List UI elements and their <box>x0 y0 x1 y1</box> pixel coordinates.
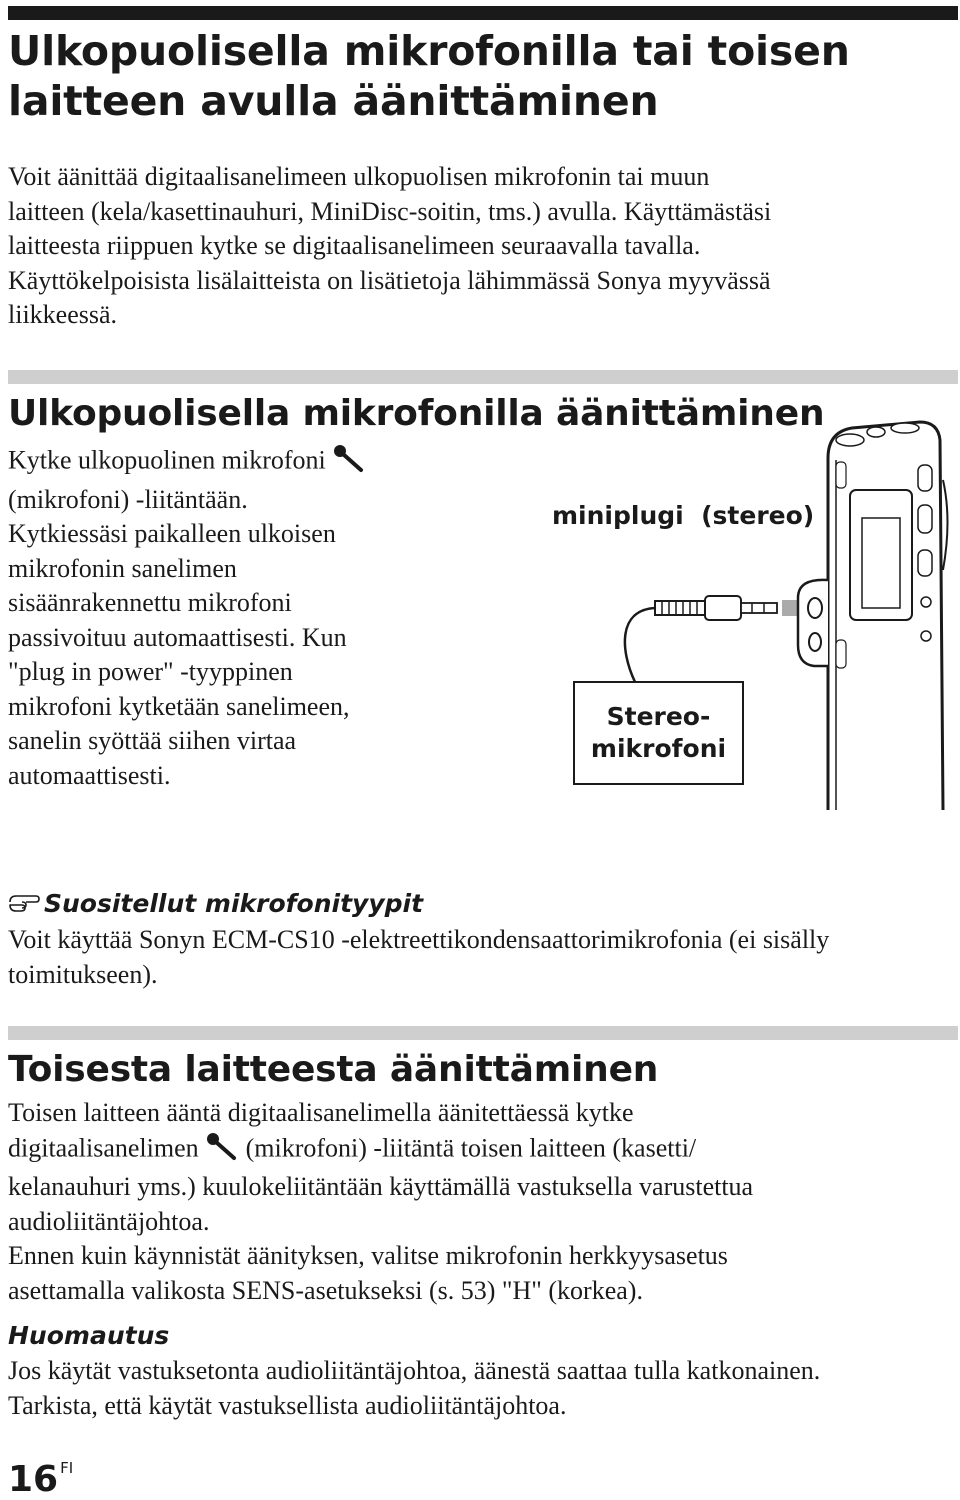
intro-line: laitteen (kela/kasettinauhuri, MiniDisc-soitin, tms.) avulla. Käyttämästäsi <box>8 196 772 226</box>
cable <box>625 608 655 682</box>
pointing-hand-icon <box>8 888 44 920</box>
body-line: passivoituu automaattisesti. Kun <box>8 622 347 652</box>
body-line: Kytkiessäsi paikalleen ulkoisen <box>8 519 336 548</box>
mic-label-line2: mikrofoni <box>590 734 727 763</box>
microphone-icon <box>205 1131 239 1171</box>
stereo-microphone-box <box>573 681 744 785</box>
page-title <box>8 26 958 126</box>
intro-line: liikkeessä. <box>8 300 118 329</box>
intro-line: Voit äänittää digitaalisanelimeen ulkopuolisen mikrofonin tai muun <box>8 162 710 191</box>
body-line: sisäänrakennettu mikrofoni <box>8 588 292 617</box>
external-mic-paragraph <box>8 443 488 793</box>
body-line: digitaalisanelimen <box>8 1133 199 1163</box>
mic-jack <box>808 598 822 618</box>
other-device-paragraph <box>8 1096 953 1308</box>
body-line: Voit käyttää Sonyn ECM-CS10 -elektreettikondensaattorimikrofonia (ei sisälly <box>8 925 830 954</box>
page-title-line2: laitteen avulla äänittäminen <box>8 77 659 125</box>
body-line: "plug in power" -tyyppinen <box>8 657 293 686</box>
recommended-title <box>8 888 423 920</box>
recommended-paragraph <box>8 923 953 992</box>
page-number <box>8 1448 73 1500</box>
top-rule <box>8 6 958 20</box>
intro-line: laitteesta riippuen kytke se digitaalisanelimeen seuraavalla tavalla. <box>8 231 701 260</box>
section-title-external-mic: Ulkopuolisella mikrofonilla äänittäminen <box>8 393 825 434</box>
body-line: Ennen kuin käynnistät äänityksen, valitse mikrofonin herkkyysasetus <box>8 1241 728 1270</box>
mic-jack-housing <box>798 580 828 666</box>
section-title-other-device: Toisesta laitteesta äänittäminen <box>8 1049 659 1090</box>
body-line: audioliitäntäjohtoa. <box>8 1206 210 1236</box>
recommended-title-text: Suositellut mikrofonityypit <box>44 889 424 918</box>
mic-grille <box>836 434 864 446</box>
intro-paragraph <box>8 160 953 333</box>
note-paragraph <box>8 1354 953 1423</box>
body-line: (mikrofoni) -liitäntä toisen laitteen (kasetti/ <box>245 1133 697 1163</box>
page-number-value: 16 <box>8 1459 59 1500</box>
body-line: Kytke ulkopuolinen mikrofoni <box>8 445 326 475</box>
body-line: Toisen laitteen ääntä digitaalisanelimella äänitettäessä kytke <box>8 1098 634 1127</box>
plug-pin <box>741 603 777 613</box>
body-line: automaattisesti. <box>8 760 171 790</box>
language-code: FI <box>60 1459 74 1477</box>
body-line: sanelin syöttää siihen virtaa <box>8 726 297 755</box>
body-line: mikrofonin sanelimen <box>8 553 237 583</box>
plug-body <box>705 596 741 620</box>
mic-label-line1: Stereo- <box>606 702 711 731</box>
body-line: mikrofoni kytketään sanelimeen, <box>8 691 350 721</box>
body-line: Tarkista, että käytät vastuksellista audioliitäntäjohtoa. <box>8 1390 567 1420</box>
body-line: toimitukseen). <box>8 959 158 989</box>
note-title: Huomautus <box>8 1321 170 1350</box>
page-title-line1: Ulkopuolisella mikrofonilla tai toisen <box>8 27 850 75</box>
miniplug-label: miniplugi (stereo) <box>552 501 815 530</box>
body-line: Jos käytät vastuksetonta audioliitäntäjohtoa, äänestä saattaa tulla katkonainen. <box>8 1356 821 1385</box>
body-line: (mikrofoni) -liitäntään. <box>8 484 248 514</box>
body-line: asettamalla valikosta SENS-asetukseksi (s. 53) "H" (korkea). <box>8 1275 643 1305</box>
intro-line: Käyttökelpoisista lisälaitteista on lisätietoja lähimmässä Sonya myyvässä <box>8 265 771 295</box>
section-rule <box>8 370 958 384</box>
side-button <box>918 465 932 491</box>
microphone-icon <box>332 443 366 483</box>
body-line: kelanauhuri yms.) kuulokeliitäntään käyttämällä vastuksella varustettua <box>8 1172 754 1201</box>
section-rule <box>8 1026 958 1040</box>
